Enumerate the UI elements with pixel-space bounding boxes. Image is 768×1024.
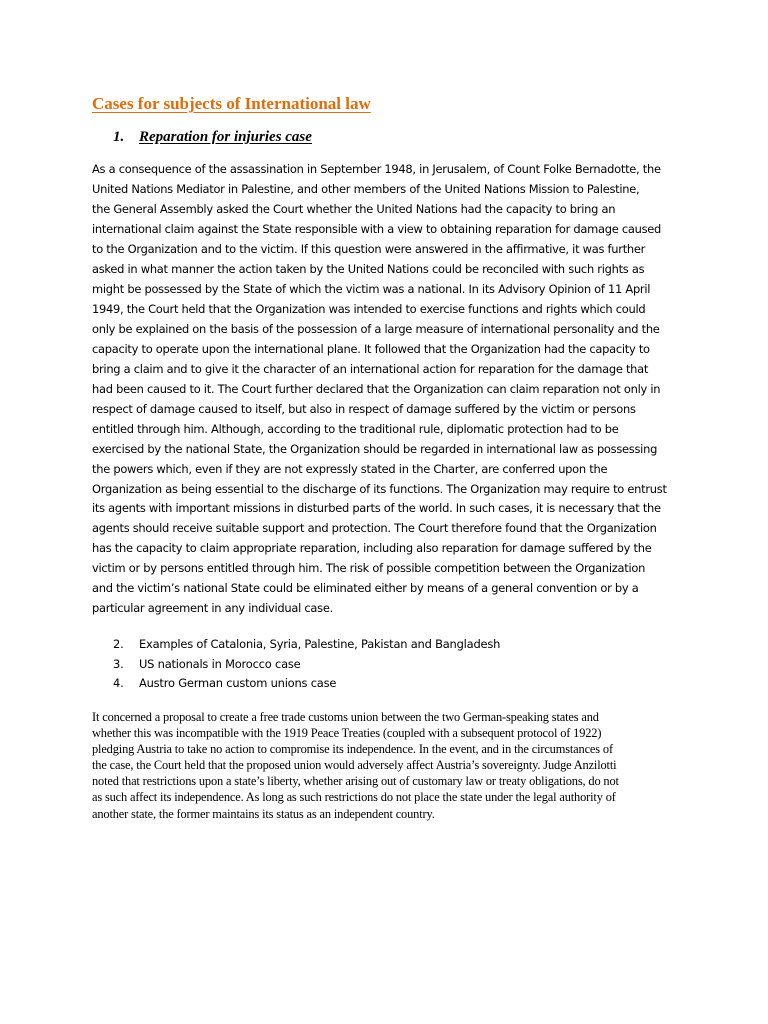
- list-item-number: 4.: [113, 676, 124, 691]
- list-item-label: US nationals in Morocco case: [139, 656, 301, 671]
- paragraph-line: to the Organization and to the victim. If this question were answered in the affirmative, it was further: [92, 241, 646, 256]
- paragraph-line: has the capacity to claim appropriate reparation, including also reparation for damage suffered by the: [92, 541, 652, 556]
- section-heading-reparation: [113, 129, 312, 146]
- list-item-number: 2.: [113, 637, 124, 651]
- list-item: [113, 655, 500, 675]
- paragraph-line: It concerned a proposal to create a free trade customs union between the two German-speaking states and: [92, 710, 599, 724]
- paragraph-line: victim or by persons entitled through him. The risk of possible competition between the Organization: [92, 561, 646, 576]
- paragraph-line: bring a claim and to give it the character of an international action for reparation for the damage that: [92, 361, 649, 376]
- paragraph-line: noted that restrictions upon a state’s liberty, whether arising out of customary law or treaty obligations, do not: [92, 774, 619, 789]
- paragraph-line: the case, the Court held that the proposed union would adversely affect Austria’s sovereignty. Judge Anzilotti: [92, 758, 617, 773]
- paragraph-line: had been caused to it. The Court further declared that the Organization can claim reparation not only in: [92, 381, 661, 396]
- paragraph-line: only be explained on the basis of the possession of a large measure of international personality and the: [92, 321, 660, 336]
- paragraph-line: whether this was incompatible with the 1919 Peace Treaties (coupled with a subsequent protocol of 1922): [92, 726, 602, 741]
- list-item: [113, 635, 500, 655]
- section-label: Reparation for injuries case: [139, 129, 312, 145]
- paragraph-line: As a consequence of the assassination in September 1948, in Jerusalem, of Count Folke Bernadotte, the: [92, 162, 661, 176]
- page-title: Cases for subjects of International law: [92, 94, 371, 113]
- paragraph-line: United Nations Mediator in Palestine, and other members of the United Nations Mission to Palestine,: [92, 181, 640, 196]
- paragraph-line: 1949, the Court held that the Organization was intended to exercise functions and rights which could: [92, 301, 646, 316]
- paragraph-line: its agents with important missions in disturbed parts of the world. In such cases, it is necessary that the: [92, 501, 661, 516]
- paragraph-line: exercised by the national State, the Organization should be regarded in international law as possessing: [92, 441, 658, 456]
- paragraph-line: Organization as being essential to the discharge of its functions. The Organization may require to entrust: [92, 481, 667, 496]
- paragraph-line: and the victim’s national State could be eliminated either by means of a general convention or by a: [92, 581, 639, 596]
- paragraph-line: the General Assembly asked the Court whether the United Nations had the capacity to bring an: [92, 201, 616, 216]
- paragraph-line: the powers which, even if they are not expressly stated in the Charter, are conferred upon the: [92, 461, 608, 476]
- paragraph-line: as such affect its independence. As long as such restrictions do not place the state under the legal authority of: [92, 790, 616, 805]
- list-item: [113, 674, 500, 694]
- section-number: 1.: [113, 129, 125, 145]
- paragraph-line: another state, the former maintains its status as an independent country.: [92, 806, 435, 821]
- list-item-number: 3.: [113, 656, 124, 671]
- list-item-label: Austro German custom unions case: [139, 676, 337, 691]
- paragraph-line: particular agreement in any individual case.: [92, 601, 333, 616]
- reparation-case-paragraph: [92, 160, 667, 619]
- case-list: [113, 635, 500, 694]
- paragraph-line: respect of damage caused to itself, but also in respect of damage suffered by the victim or persons: [92, 401, 636, 416]
- austro-german-paragraph: [92, 709, 732, 822]
- list-item-label: Examples of Catalonia, Syria, Palestine, Pakistan and Bangladesh: [139, 637, 501, 651]
- paragraph-line: entitled through him. Although, according to the traditional rule, diplomatic protection had to be: [92, 421, 619, 436]
- paragraph-line: international claim against the State responsible with a view to obtaining reparation for damage caused: [92, 221, 662, 236]
- paragraph-line: pledging Austria to take no action to compromise its independence. In the event, and in the circumstances of: [92, 742, 613, 757]
- paragraph-line: asked in what manner the action taken by the United Nations could be reconciled with such rights as: [92, 261, 645, 276]
- paragraph-line: capacity to operate upon the international plane. It followed that the Organization had the capacity to: [92, 341, 650, 356]
- paragraph-line: agents should receive suitable support and protection. The Court therefore found that the Organization: [92, 521, 657, 536]
- paragraph-line: might be possessed by the State of which the victim was a national. In its Advisory Opinion of 11 April: [92, 281, 651, 296]
